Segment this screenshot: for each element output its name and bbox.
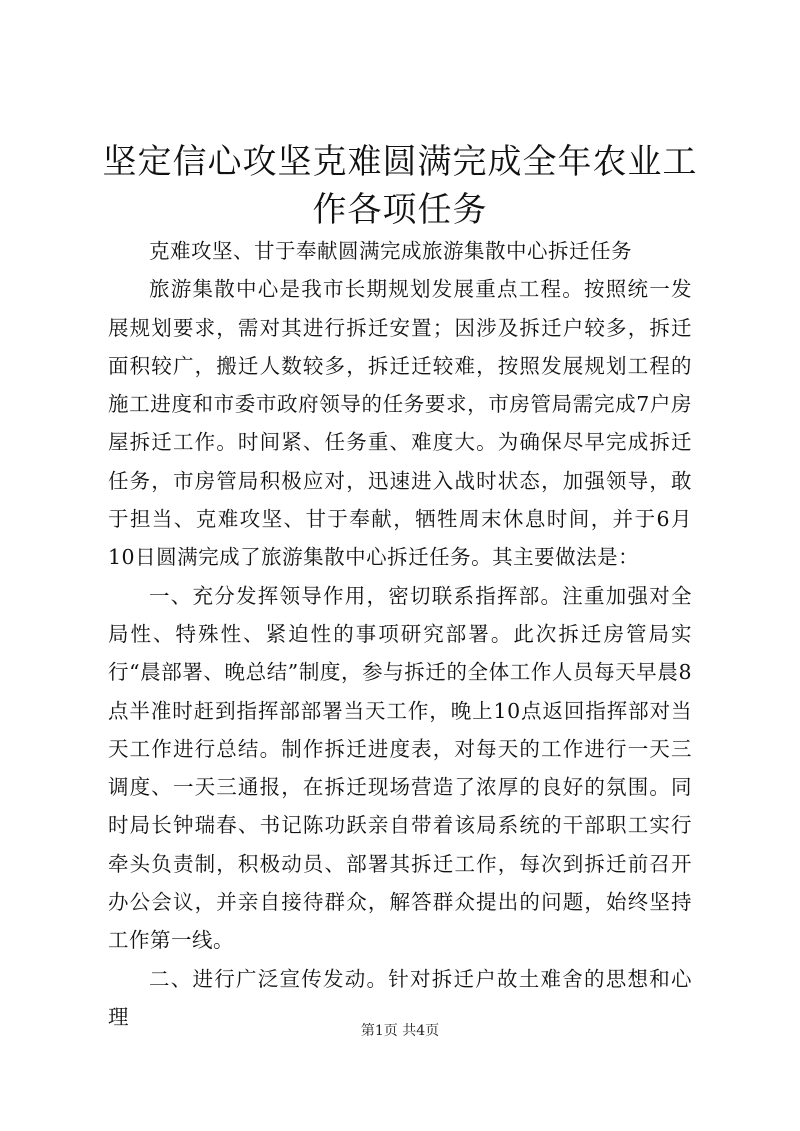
paragraph-point-one: 一、充分发挥领导作用，密切联系指挥部。注重加强对全局性、特殊性、紧迫性的事项研究部署。此次拆迁房管局实行“晨部署、晚总结”制度，参与拆迁的全体工作人员每天早晨8点半准时赶到指挥部部署当天工作，晚上10点返回指挥部对当天工作进行总结。制作拆迁进度表，对每天的工作进行一天三调度、一天三通报，在拆迁现场营造了浓厚的良好的氛围。同时局长钟瑞春、书记陈功跃亲自带着该局系统的干部职工实行牵头负责制，积极动员、部署其拆迁工作，每次到拆迁前召开办公会议，并亲自接待群众，解答群众提出的问题，始终坚持工作第一线。 <box>108 583 692 953</box>
document-body <box>108 232 692 1036</box>
paragraph-intro: 旅游集散中心是我市长期规划发展重点工程。按照统一发展规划要求，需对其进行拆迁安置；因涉及拆迁户较多，拆迁面积较广，搬迁人数较多，拆迁迁较难，按照发展规划工程的施工进度和市委市政府领导的任务要求，市房管局需完成7户房屋拆迁工作。时间紧、任务重、难度大。为确保尽早完成拆迁任务，市房管局积极应对，迅速进入战时状态，加强领导，敢于担当、克难攻坚、甘于奉献，牺牲周末休息时间，并于6月10日圆满完成了旅游集散中心拆迁任务。其主要做法是： <box>108 277 692 570</box>
page-number-footer: 第1页 共4页 <box>360 1023 440 1039</box>
document-title: 坚定信心攻坚克难圆满完成全年农业工作各项任务 <box>102 142 698 230</box>
paragraph-point-two: 二、进行广泛宣传发动。针对拆迁户故土难舍的思想和心理 <box>108 966 692 1029</box>
section-heading: 克难攻坚、甘于奉献圆满完成旅游集散中心拆迁任务 <box>149 239 632 263</box>
